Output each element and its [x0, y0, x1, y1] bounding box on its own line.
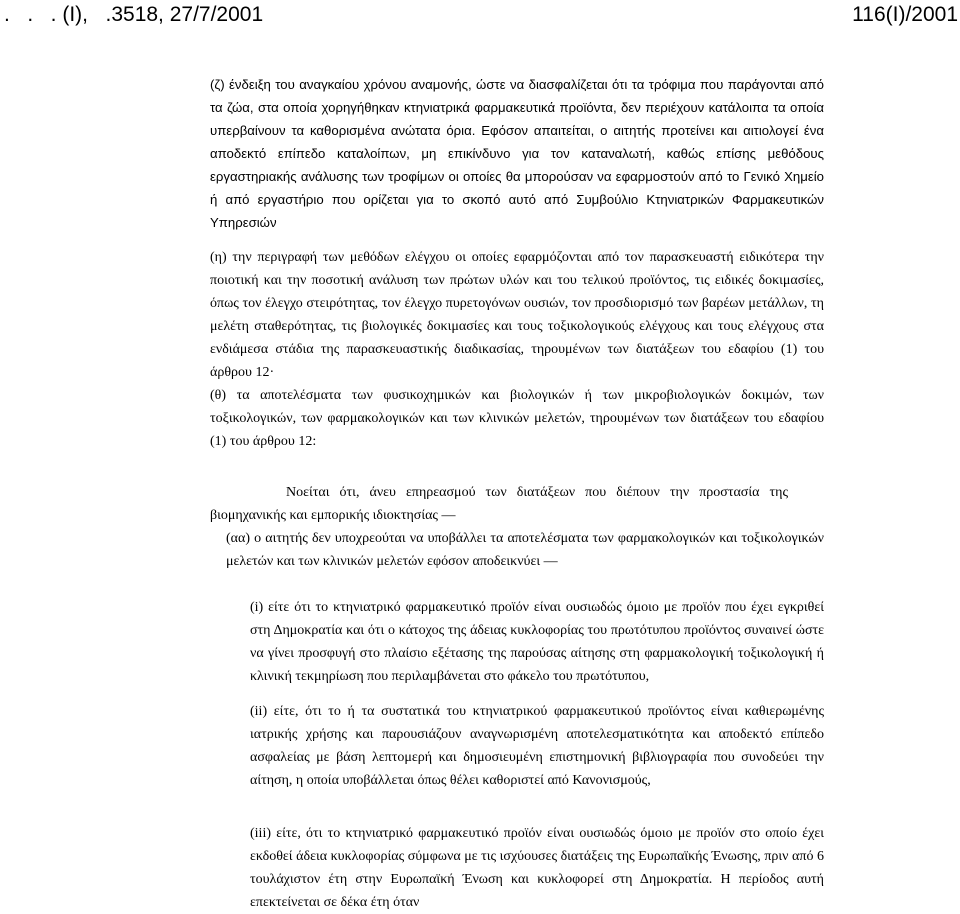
header-law-number: 116(Ι)/2001 — [852, 3, 958, 26]
paragraph-ii — [250, 700, 824, 792]
paragraph-iii — [250, 822, 824, 914]
paragraph-z — [210, 73, 824, 234]
paragraph-h-text: (η) την περιγραφή των μεθόδων ελέγχου οι οποίες εφαρμόζονται από τον παρασκευαστή ειδικότερα την ποιοτική και την ποσοτική ανάλυση των πρώτων υλών και του τελικού προϊόντος, τις ειδικές δοκιμασίες, όπως τον έλεγχο στειρότητας, τον έλεγχο πυρετογόνων ουσιών, τον προσδιορισμό των βαρέων μετάλλων, τη μελέτη σταθερότητας, τις βιολογικές δοκιμασίες και τους τοξικολογικούς ελέγχους και τους ελέγχους στα ενδιάμεσα στάδια της παρασκευαστικής διαδικασίας, τηρουμένων των διατάξεων του εδαφίου (1) του άρθρου 12· — [210, 250, 824, 380]
paragraph-theta — [210, 384, 824, 453]
paragraph-aa — [226, 527, 824, 573]
paragraph-aa-text: (αα) ο αιτητής δεν υποχρεούται να υποβάλλει τα αποτελέσματα των φαρμακολογικών και τοξικολογικών μελετών και των κλινικών μελετών εφόσον αποδεικνύει — — [226, 531, 824, 569]
header-left: . . . (Ι), .3518, 27/7/2001 — [4, 3, 264, 26]
paragraph-theta-text: (θ) τα αποτελέσματα των φυσικοχημικών και βιολογικών ή των μικροβιολογικών δοκιμών, των τοξικολογικών, των φαρμακολογικών και των κλινικών μελετών, τηρουμένων των διατάξεων του εδαφίου (1) του άρθρου 12: — [210, 388, 824, 449]
paragraph-iii-text: (iii) είτε, ότι το κτηνιατρικό φαρμακευτικό προϊόν είναι ουσιωδώς όμοιο με προϊόν στο οποίο έχει εκδοθεί άδεια κυκλοφορίας σύμφωνα με τις ισχύουσες διατάξεις της Ευρωπαϊκής Ένωσης, πριν από 6 τουλάχιστον έτη στην Ευρωπαϊκή Ένωση και κυκλοφορεί στη Δημοκρατία. Η περίοδος αυτή επεκτείνεται σε δέκα έτη όταν — [250, 826, 824, 910]
paragraph-h — [210, 246, 824, 384]
paragraph-ii-text: (ii) είτε, ότι το ή τα συστατικά του κτηνιατρικού φαρμακευτικού προϊόντος είναι καθιερωμένης ιατρικής χρήσης και παρουσιάζουν αναγνωρισμένη αποτελεσματικότητα και αποδεκτό επίπεδο ασφαλείας με βάση λεπτομερή και δημοσιευμένη επιστημονική βιβλιογραφία που συνοδεύει την αίτηση, η οποία υποβάλλεται όπως θέλει καθοριστεί από Κανονισμούς, — [250, 704, 824, 788]
paragraph-i-text: (i) είτε ότι το κτηνιατρικό φαρμακευτικό προϊόν είναι ουσιωδώς όμοιο με προϊόν που έχει εγκριθεί στη Δημοκρατία και ότι ο κάτοχος της άδειας κυκλοφορίας του πρωτότυπου προϊόντος συναινεί ώστε να γίνει προσφυγή στο πλαίσιο εξέτασης της παρούσας αίτησης στη φαρμακολογική τοξικολογική ή κλινική τεκμηρίωση που περιλαμβάνεται στο φάκελο του πρωτότυπου, — [250, 600, 824, 684]
page-header — [0, 0, 960, 40]
proviso-text: Νοείται ότι, άνευ επηρεασμού των διατάξεων που διέπουν την προστασία της βιομηχανικής και εμπορικής ιδιοκτησίας — — [210, 485, 788, 523]
proviso-paragraph — [210, 481, 788, 527]
paragraph-i — [250, 596, 824, 688]
paragraph-z-text: (ζ) ένδειξη του αναγκαίου χρόνου αναμονής, ώστε να διασφαλίζεται ότι τα τρόφιμα που παράγονται από τα ζώα, στα οποία χορηγήθηκαν κτηνιατρικά φαρμακευτικά προϊόντα, δεν περιέχουν κατάλοιπα τα οποία υπερβαίνουν τα καθορισμένα ανώτατα όρια. Εφόσον απαιτείται, ο αιτητής προτείνει και αιτιολογεί ένα αποδεκτό επίπεδο καταλοίπων, μη επικίνδυνο για τον καταναλωτή, καθώς επίσης μεθόδους εργαστηριακής ανάλυσης των τροφίμων οι οποίες θα μπορούσαν να εφαρμοστούν από το Γενικό Χημείο ή από εργαστήριο που ορίζεται για το σκοπό αυτό από Συμβούλιο Κτηνιατρικών Φαρμακευτικών Υπηρεσιών — [210, 77, 824, 230]
